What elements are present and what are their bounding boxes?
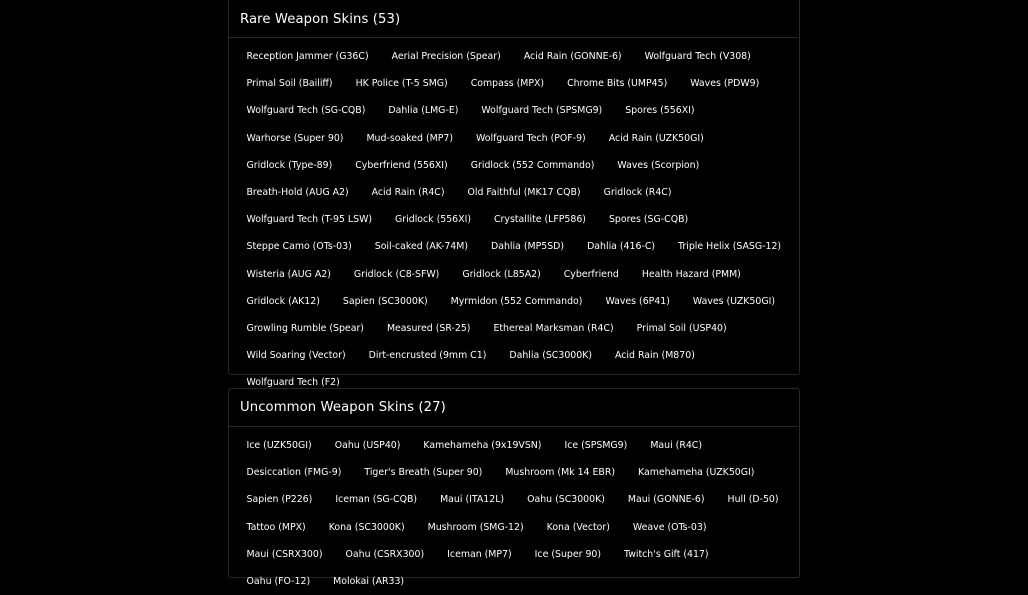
- skin-link[interactable]: Desiccation (FMG-9): [246, 467, 342, 479]
- skin-link[interactable]: Oahu (USP40): [334, 440, 401, 451]
- uncommon-skin-list: [229, 427, 799, 595]
- skin-link[interactable]: Wolfguard Tech (F2): [246, 377, 340, 389]
- skin-link[interactable]: Acid Rain (M870): [615, 350, 695, 362]
- skin-link[interactable]: Mud-soaked (MP7): [366, 132, 454, 144]
- skin-link[interactable]: Gridlock (556XI): [395, 214, 471, 226]
- rare-weapon-skins-panel: [228, 0, 800, 389]
- skin-link[interactable]: Gridlock (AK12): [246, 295, 320, 307]
- skin-link[interactable]: Molokai (AR33): [333, 575, 405, 587]
- skin-link[interactable]: Steppe Camo (OTs-03): [246, 241, 352, 253]
- skin-link[interactable]: Acid Rain (R4C): [371, 186, 445, 198]
- skin-link[interactable]: Cyberfriend: [563, 268, 619, 280]
- skin-link[interactable]: HK Police (T-5 SMG): [355, 78, 448, 90]
- skin-link[interactable]: Kamehameha (UZK50GI): [638, 467, 755, 479]
- skin-link[interactable]: Wolfguard Tech (SG-CQB): [246, 105, 366, 117]
- skin-link[interactable]: Aerial Precision (Spear): [391, 51, 501, 62]
- skin-link[interactable]: Warhorse (Super 90): [246, 132, 344, 144]
- skin-link[interactable]: Iceman (SG-CQB): [335, 494, 418, 506]
- skin-link[interactable]: Oahu (FO-12): [246, 575, 311, 587]
- skin-link[interactable]: Health Hazard (PMM): [641, 268, 741, 280]
- skin-link[interactable]: Twitch's Gift (417): [624, 548, 709, 560]
- rare-panel-header: [229, 0, 799, 38]
- skin-link[interactable]: Chrome Bits (UMP45): [567, 78, 668, 90]
- skin-link[interactable]: Maui (CSRX300): [246, 548, 323, 560]
- uncommon-panel-header: [229, 389, 799, 427]
- skin-link[interactable]: Waves (PDW9): [690, 78, 760, 90]
- skin-link[interactable]: Soil-caked (AK-74M): [374, 241, 469, 253]
- skin-link[interactable]: Cyberfriend (556XI): [355, 159, 448, 171]
- skin-link[interactable]: Weave (OTs-03): [632, 521, 707, 533]
- skin-link[interactable]: Dirt-encrusted (9mm C1): [368, 350, 487, 362]
- skin-link[interactable]: Ice (SPSMG9): [564, 440, 628, 451]
- skin-link[interactable]: Sapien (P226): [246, 494, 313, 506]
- skin-link[interactable]: Gridlock (C8-SFW): [353, 268, 440, 280]
- skin-link[interactable]: Oahu (CSRX300): [345, 548, 425, 560]
- skin-link[interactable]: Acid Rain (GONNE-6): [523, 51, 622, 62]
- skin-link[interactable]: Waves (Scorpion): [617, 159, 700, 171]
- skin-link[interactable]: Wolfguard Tech (T-95 LSW): [246, 214, 373, 226]
- skin-link[interactable]: Sapien (SC3000K): [342, 295, 428, 307]
- skin-link[interactable]: Gridlock (Type-89): [246, 159, 333, 171]
- skin-link[interactable]: Breath-Hold (AUG A2): [246, 186, 349, 198]
- skin-link[interactable]: Wolfguard Tech (SPSMG9): [481, 105, 603, 117]
- skin-link[interactable]: Crystallite (LFP586): [494, 214, 586, 226]
- skin-link[interactable]: Mushroom (Mk 14 EBR): [505, 467, 616, 479]
- skin-link[interactable]: Maui (R4C): [650, 440, 703, 451]
- skin-link[interactable]: Hull (D-50): [727, 494, 779, 506]
- skin-link[interactable]: Myrmidon (552 Commando): [450, 295, 583, 307]
- skin-link[interactable]: Spores (556XI): [625, 105, 695, 117]
- skin-link[interactable]: Iceman (MP7): [447, 548, 512, 560]
- rare-skin-list: [229, 38, 799, 396]
- skin-link[interactable]: Gridlock (R4C): [603, 186, 672, 198]
- skin-link[interactable]: Wolfguard Tech (POF-9): [476, 132, 586, 144]
- skin-link[interactable]: Ice (UZK50GI): [246, 440, 312, 451]
- skin-link[interactable]: Acid Rain (UZK50GI): [608, 132, 704, 144]
- skin-link[interactable]: Wolfguard Tech (V308): [644, 51, 751, 62]
- skin-link[interactable]: Triple Helix (SASG-12): [678, 241, 782, 253]
- skin-link[interactable]: Waves (UZK50GI): [692, 295, 776, 307]
- skin-link[interactable]: Primal Soil (USP40): [636, 322, 727, 334]
- skin-link[interactable]: Mushroom (SMG-12): [427, 521, 524, 533]
- skin-link[interactable]: Primal Soil (Bailiff): [246, 78, 333, 90]
- skin-link[interactable]: Dahlia (MP5SD): [491, 241, 565, 253]
- skin-link[interactable]: Spores (SG-CQB): [608, 214, 689, 226]
- uncommon-panel-title: Uncommon Weapon Skins (27): [240, 400, 446, 415]
- skin-link[interactable]: Growling Rumble (Spear): [246, 322, 364, 334]
- skin-link[interactable]: Dahlia (SC3000K): [509, 350, 593, 362]
- skin-link[interactable]: Gridlock (L85A2): [462, 268, 541, 280]
- skin-link[interactable]: Kamehameha (9x19VSN): [423, 440, 542, 451]
- skin-link[interactable]: Reception Jammer (G36C): [246, 51, 369, 62]
- skin-link[interactable]: Maui (GONNE-6): [627, 494, 705, 506]
- skin-link[interactable]: Tiger's Breath (Super 90): [364, 467, 483, 479]
- skin-link[interactable]: Dahlia (416-C): [587, 241, 656, 253]
- skin-link[interactable]: Waves (6P41): [605, 295, 670, 307]
- skin-link[interactable]: Maui (ITA12L): [440, 494, 505, 506]
- skin-link[interactable]: Wild Soaring (Vector): [246, 350, 346, 362]
- skin-link[interactable]: Measured (SR-25): [386, 322, 471, 334]
- rare-panel-title: Rare Weapon Skins (53): [240, 11, 401, 27]
- skin-link[interactable]: Gridlock (552 Commando): [470, 159, 595, 171]
- skin-link[interactable]: Kona (SC3000K): [328, 521, 405, 533]
- skin-link[interactable]: Compass (MPX): [470, 78, 545, 90]
- skin-link[interactable]: Kona (Vector): [546, 521, 610, 533]
- skin-link[interactable]: Tattoo (MPX): [246, 521, 306, 533]
- skin-link[interactable]: Dahlia (LMG-E): [388, 105, 459, 117]
- uncommon-weapon-skins-panel: [228, 388, 800, 587]
- skin-link[interactable]: Wisteria (AUG A2): [246, 268, 331, 280]
- skin-link[interactable]: Ethereal Marksman (R4C): [493, 322, 614, 334]
- skin-link[interactable]: Oahu (SC3000K): [527, 494, 605, 506]
- skin-link[interactable]: Ice (Super 90): [534, 548, 602, 560]
- skin-link[interactable]: Old Faithful (MK17 CQB): [467, 186, 581, 198]
